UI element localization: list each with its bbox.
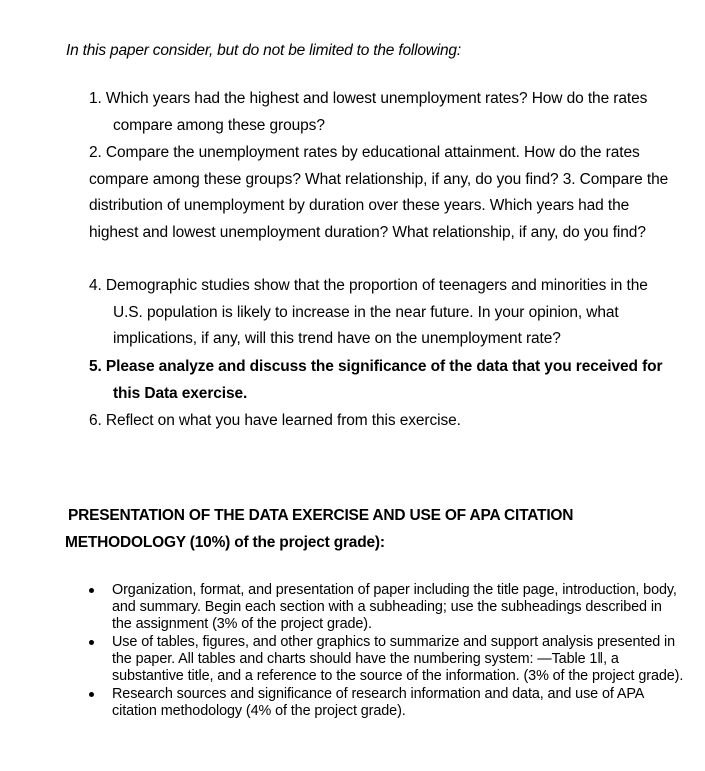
presentation-heading-line-1: PRESENTATION OF THE DATA EXERCISE AND USE OF APA CITATION bbox=[68, 507, 574, 524]
bullet-icon bbox=[89, 588, 94, 593]
list-item bbox=[89, 686, 685, 720]
question-6: 6. Reflect on what you have learned from this exercise. bbox=[89, 412, 461, 429]
bullet-icon bbox=[89, 692, 94, 697]
bullet-text: Organization, format, and presentation of paper including the title page, introduction, body, and summary. Begin each section with a subheading; use the subheadings described in the assignment (3% of the project grade). bbox=[112, 582, 677, 632]
list-item bbox=[89, 634, 685, 685]
question-5: 5. Please analyze and discuss the significance of the data that you received for this Data exercise. bbox=[89, 358, 663, 402]
presentation-bullet-list bbox=[89, 582, 685, 721]
list-item bbox=[89, 582, 685, 633]
bullet-text: Use of tables, figures, and other graphics to summarize and support analysis presented in the paper. All tables and charts should have the numbering system: —Table 1‖, a substantive title, and a reference to the source of the information. (3% of the project grade). bbox=[112, 634, 684, 684]
intro-text: In this paper consider, but do not be limited to the following: bbox=[66, 42, 461, 59]
bullet-text: Research sources and significance of research information and data, and use of APA citation methodology (4% of the project grade). bbox=[112, 686, 644, 719]
question-1: 1. Which years had the highest and lowest unemployment rates? How do the rates compare among these groups? bbox=[89, 90, 648, 134]
presentation-heading-line-2: METHODOLOGY (10%) of the project grade): bbox=[65, 534, 385, 551]
presentation-heading bbox=[65, 502, 665, 556]
bullet-icon bbox=[89, 640, 94, 645]
question-2-3: 2. Compare the unemployment rates by educational attainment. How do the rates compare among these groups? What relationship, if any, do you find? 3. Compare the distribution of unemployment by duration over these years. Which years had the highest and lowest unemployment duration? What relationship, if any, do you find? bbox=[89, 144, 669, 241]
question-4: 4. Demographic studies show that the proportion of teenagers and minorities in the U.S. population is likely to increase in the near future. In your opinion, what implications, if any, will this trend have on the unemployment rate? bbox=[89, 277, 648, 347]
